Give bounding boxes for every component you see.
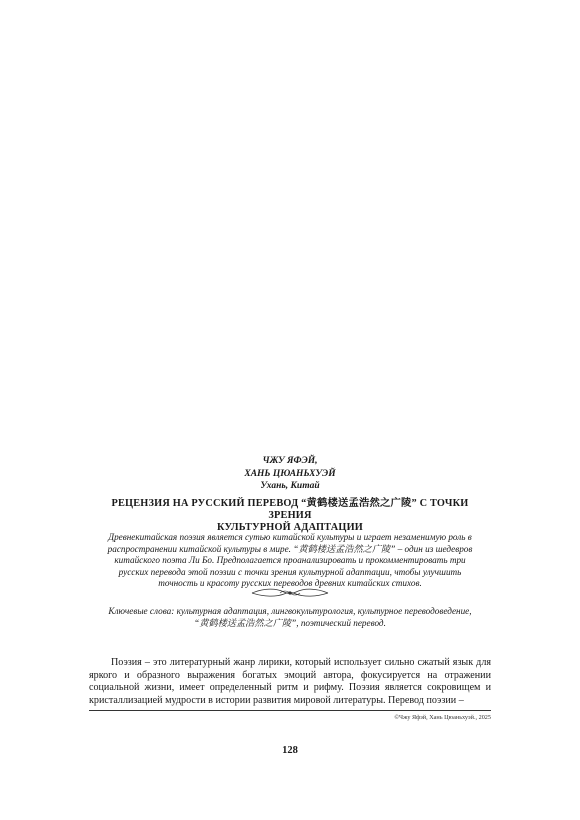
- body-text: [89, 657, 491, 707]
- flourish-ornament-icon: [250, 587, 330, 599]
- title-line-1: РЕЦЕНЗИЯ НА РУССКИЙ ПЕРЕВОД “黄鹤楼送孟浩然之广陵” С ТОЧКИ ЗРЕНИЯ: [111, 498, 469, 521]
- abstract-line-3: китайского поэта Ли Бо. Предполагается проанализировать и прокомментировать три: [114, 555, 466, 566]
- keywords-line-2: “黄鹤楼送孟浩然之广陵”, поэтический перевод.: [194, 617, 386, 628]
- abstract-line-4: русских перевода этой поэзии с точки зрения культурной адаптации, чтобы улучшить: [118, 566, 462, 577]
- author-block: [0, 455, 580, 493]
- author-affiliation: Ухань, Китай: [260, 481, 320, 491]
- abstract: [94, 532, 486, 590]
- title-line-2: КУЛЬТУРНОЙ АДАПТАЦИИ: [216, 522, 363, 533]
- abstract-line-1: Древнекитайская поэзия является сутью китайской культуры и играет незаменимую роль в: [108, 532, 472, 542]
- abstract-line-2: распространении китайской культуры в мире. “黄鹤楼送孟浩然之广陵” – один из шедевров: [107, 543, 473, 554]
- footnote-rule: [89, 710, 491, 711]
- author-name-2: ХАНЬ ЦЮАНЬХУЭЙ: [244, 468, 336, 479]
- copyright-note: ©Чжу Яфэй, Хань Цюаньхуэй., 2025: [394, 714, 491, 721]
- article-title: [96, 498, 484, 534]
- page-number: 128: [282, 745, 298, 756]
- keywords: [94, 606, 486, 629]
- body-paragraph-1: Поэзия – это литературный жанр лирики, который использует сильно сжатый язык для яркого и образного выражения богатых эмоций автора, фокусируется на отражении социальной жизни, имеет определенный ритм и рифму. Поэзия является сокровищем и кристаллизацией мудрости в истории развития мировой литературы. Перевод поэзии –: [89, 657, 491, 706]
- author-name-1: ЧЖУ ЯФЭЙ,: [262, 456, 318, 466]
- keywords-line-1: Ключевые слова: культурная адаптация, лингвокультурология, культурное переводоведение,: [108, 606, 472, 616]
- abstract-line-5: точность и красоту русских переводов древних китайских стихов.: [158, 578, 422, 589]
